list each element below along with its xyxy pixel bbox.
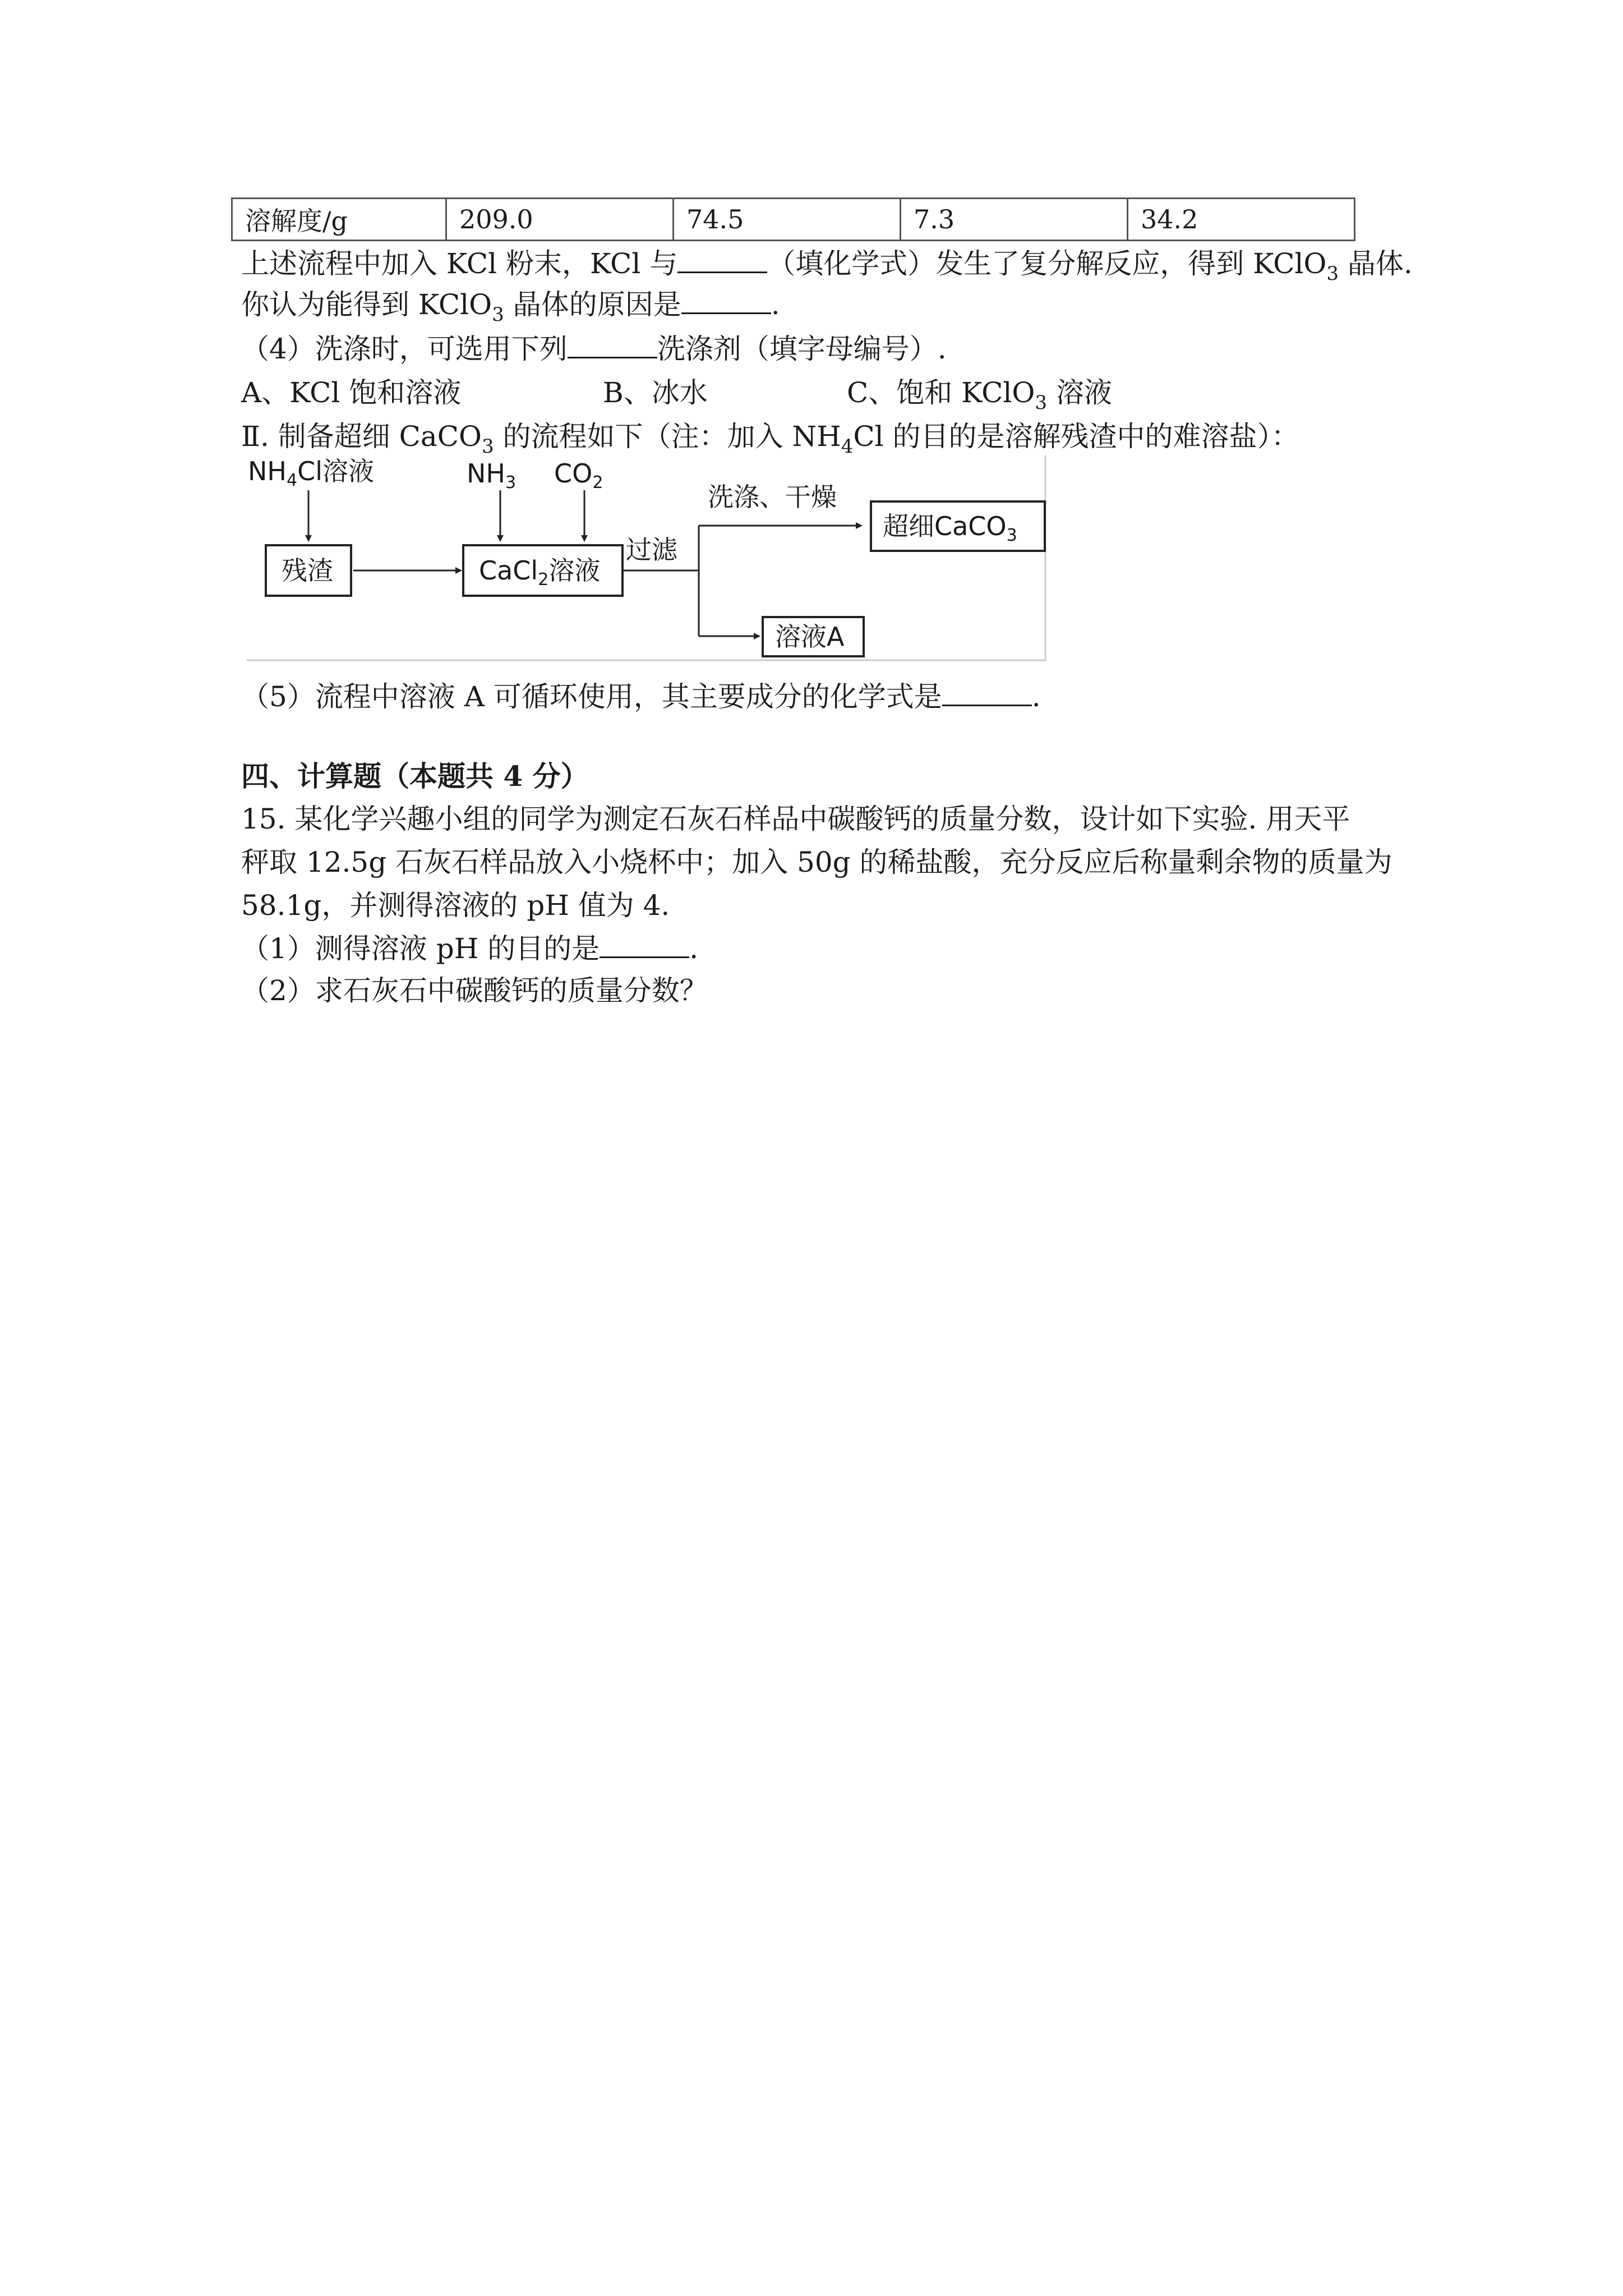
q15-sub-2: （2）求石灰石中碳酸钙的质量分数？ xyxy=(241,974,708,1007)
box-cacl2-solution xyxy=(479,555,600,590)
text: （填化学式）发生了复分解反应，得到 KClO xyxy=(767,247,1327,280)
text: NH xyxy=(467,458,505,489)
subscript: 3 xyxy=(1326,263,1339,285)
q3-line-2 xyxy=(241,288,780,325)
table-cell: 74.5 xyxy=(674,199,901,241)
answer-blank xyxy=(677,249,767,273)
q5 xyxy=(241,680,1041,714)
q3-line-1 xyxy=(241,247,1413,284)
text: Cl 的目的是溶解残渣中的难溶盐）： xyxy=(853,420,1299,453)
answer-blank xyxy=(568,334,657,358)
text: 的流程如下（注：加入 NH xyxy=(494,420,841,453)
text: 你认为能得到 KClO xyxy=(241,288,492,321)
label-wash-dry: 洗涤、干燥 xyxy=(708,482,837,512)
text: C、饱和 KClO xyxy=(847,376,1035,409)
subscript: 3 xyxy=(492,303,504,326)
text: （4）洗涤时，可选用下列 xyxy=(241,333,568,365)
box-ultrafine-caco3 xyxy=(883,510,1017,546)
q15-line-1: 15. 某化学兴趣小组的同学为测定石灰石样品中碳酸钙的质量分数，设计如下实验. 用天平 xyxy=(241,803,1350,835)
option-c xyxy=(847,376,1112,413)
subscript: 2 xyxy=(538,570,549,590)
table-cell: 7.3 xyxy=(901,199,1128,241)
text: Cl溶液 xyxy=(297,456,374,486)
text: . xyxy=(1031,680,1041,713)
text: CaCl xyxy=(479,555,538,586)
table-row xyxy=(232,199,1355,241)
subscript: 2 xyxy=(592,473,603,493)
flow-diagram xyxy=(247,455,1046,662)
option-a: A、KCl 饱和溶液 xyxy=(241,376,462,409)
box-residue: 残渣 xyxy=(282,555,333,586)
answer-blank xyxy=(600,934,689,958)
text: CO xyxy=(554,458,593,489)
answer-blank xyxy=(942,682,1032,706)
solubility-table xyxy=(231,197,1355,241)
text: . xyxy=(689,932,699,965)
text: 溶液 xyxy=(1047,376,1112,409)
text: （1）测得溶液 pH 的目的是 xyxy=(241,932,600,965)
q15-line-2: 秤取 12.5g 石灰石样品放入小烧杯中；加入 50g 的稀盐酸，充分反应后称量剩余物的质量为 xyxy=(241,846,1393,878)
text: 上述流程中加入 KCl 粉末，KCl 与 xyxy=(241,247,678,280)
table-cell: 209.0 xyxy=(446,199,674,241)
text: Ⅱ. 制备超细 CaCO xyxy=(241,420,482,453)
section-4-title: 四、计算题（本题共 4 分） xyxy=(241,760,589,793)
text: 晶体的原因是 xyxy=(504,288,681,321)
box-solution-a: 溶液A xyxy=(775,622,845,652)
label-nh4cl-solution xyxy=(248,455,374,491)
q4-stem xyxy=(241,332,947,366)
label-filter: 过滤 xyxy=(626,535,677,565)
subscript: 4 xyxy=(841,435,854,458)
text: 晶体. xyxy=(1339,247,1413,280)
text: 超细CaCO xyxy=(883,511,1007,541)
text: 洗涤剂（填字母编号）. xyxy=(657,333,947,365)
text: NH xyxy=(248,456,287,486)
table-cell: 溶解度/g xyxy=(232,199,446,241)
answer-blank xyxy=(681,290,771,314)
subscript: 3 xyxy=(1006,526,1017,545)
subscript: 4 xyxy=(287,471,298,490)
text: . xyxy=(771,288,780,321)
subscript: 3 xyxy=(505,473,517,493)
table-cell: 34.2 xyxy=(1128,199,1355,241)
option-b: B、冰水 xyxy=(603,376,708,409)
q15-sub-1 xyxy=(241,932,698,965)
text: （5）流程中溶液 A 可循环使用，其主要成分的化学式是 xyxy=(241,680,942,713)
label-co2 xyxy=(554,458,603,493)
q15-line-3: 58.1g，并测得溶液的 pH 值为 4. xyxy=(241,889,670,922)
subscript: 3 xyxy=(1035,392,1048,414)
label-nh3 xyxy=(467,458,516,493)
subscript: 3 xyxy=(481,435,494,458)
part2-intro xyxy=(241,420,1299,457)
text: 溶液 xyxy=(548,555,601,586)
